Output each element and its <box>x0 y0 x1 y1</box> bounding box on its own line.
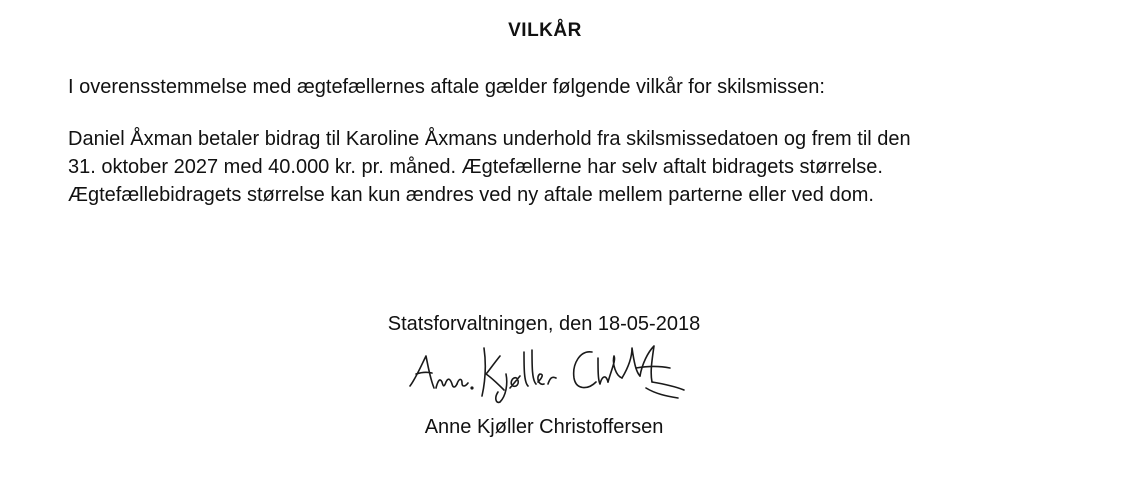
handwritten-signature <box>402 338 692 408</box>
place-and-date: Statsforvaltningen, den 18-05-2018 <box>387 313 701 335</box>
terms-line: Daniel Åxman betaler bidrag til Karoline Åxmans underhold fra skilsmissedatoen og frem til den <box>68 128 911 150</box>
terms-line: Ægtefællebidragets størrelse kan kun ændres ved ny aftale mellem parterne eller ved dom. <box>68 184 874 206</box>
terms-paragraph <box>68 125 911 209</box>
terms-line: 31. oktober 2027 med 40.000 kr. pr. måned. Ægtefællerne har selv aftalt bidragets størrelse. <box>68 156 883 178</box>
intro-text: I overensstemmelse med ægtefællernes aftale gælder følgende vilkår for skilsmissen: <box>68 76 825 98</box>
document-title: VILKÅR <box>508 20 582 41</box>
signer-name: Anne Kjøller Christoffersen <box>424 416 664 438</box>
